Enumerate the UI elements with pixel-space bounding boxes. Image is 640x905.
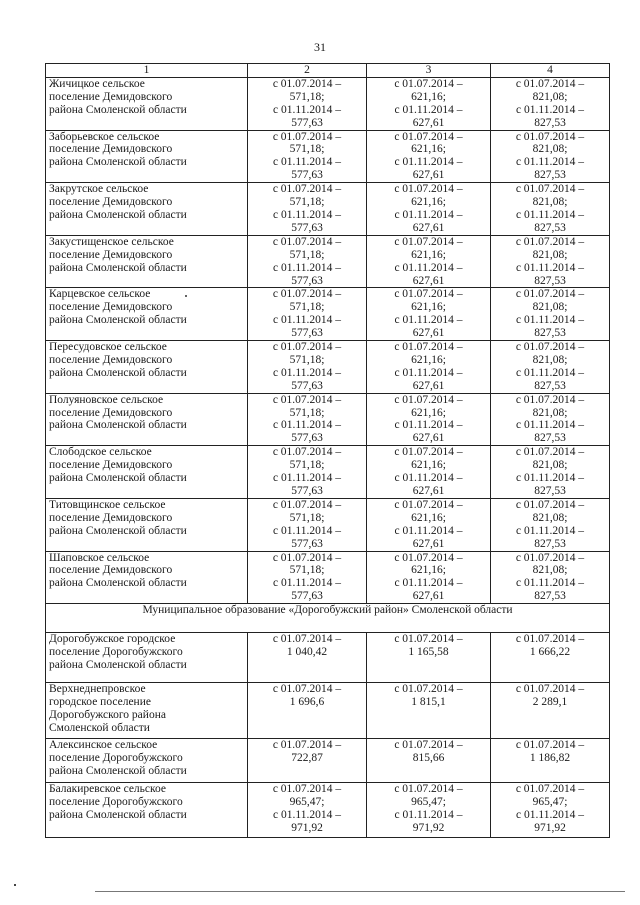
municipality-name-cell: Дорогобужское городское поселение Дорогобужского района Смоленской области xyxy=(46,633,248,683)
tariff-col2-cell: с 01.07.2014 – 571,18; с 01.11.2014 – 577,63 xyxy=(248,498,367,551)
tariff-col2-cell: с 01.07.2014 – 571,18; с 01.11.2014 – 577,63 xyxy=(248,341,367,394)
section-row xyxy=(46,604,610,633)
table-row xyxy=(46,77,610,130)
tariff-col3-cell: с 01.07.2014 – 1 165,58 xyxy=(367,633,491,683)
tariff-col3-cell: с 01.07.2014 – 621,16; с 01.11.2014 – 627,61 xyxy=(367,393,491,446)
table-row xyxy=(46,288,610,341)
municipality-name-cell: Слободское сельское поселение Демидовского района Смоленской области xyxy=(46,446,248,499)
tariff-col4-cell: с 01.07.2014 – 1 186,82 xyxy=(491,739,610,783)
tariff-col3-cell: с 01.07.2014 – 621,16; с 01.11.2014 – 627,61 xyxy=(367,183,491,236)
table-row xyxy=(46,183,610,236)
table-row xyxy=(46,683,610,739)
tariff-col4-cell: с 01.07.2014 – 1 666,22 xyxy=(491,633,610,683)
table-row xyxy=(46,341,610,394)
column-header-2: 2 xyxy=(248,64,367,78)
municipality-name-cell: Карцевское сельское поселение Демидовского района Смоленской области xyxy=(46,288,248,341)
tariff-col2-cell: с 01.07.2014 – 1 696,6 xyxy=(248,683,367,739)
municipality-name-cell: Полуяновское сельское поселение Демидовского района Смоленской области xyxy=(46,393,248,446)
tariff-col4-cell: с 01.07.2014 – 821,08; с 01.11.2014 – 827,53 xyxy=(491,130,610,183)
tariff-col2-cell: с 01.07.2014 – 571,18; с 01.11.2014 – 577,63 xyxy=(248,235,367,288)
table-row xyxy=(46,783,610,838)
column-header-1: 1 xyxy=(46,64,248,78)
tariff-col3-cell: с 01.07.2014 – 621,16; с 01.11.2014 – 627,61 xyxy=(367,288,491,341)
table-row xyxy=(46,393,610,446)
page-number: 31 xyxy=(314,40,326,54)
tariff-col2-cell: с 01.07.2014 – 571,18; с 01.11.2014 – 577,63 xyxy=(248,288,367,341)
tariff-col4-cell: с 01.07.2014 – 821,08; с 01.11.2014 – 827,53 xyxy=(491,498,610,551)
municipality-name-cell: Титовщинское сельское поселение Демидовского района Смоленской области xyxy=(46,498,248,551)
tariff-col3-cell: с 01.07.2014 – 621,16; с 01.11.2014 – 627,61 xyxy=(367,341,491,394)
tariff-col3-cell: с 01.07.2014 – 621,16; с 01.11.2014 – 627,61 xyxy=(367,130,491,183)
tariff-col3-cell: с 01.07.2014 – 1 815,1 xyxy=(367,683,491,739)
tariff-col2-cell: с 01.07.2014 – 571,18; с 01.11.2014 – 577,63 xyxy=(248,393,367,446)
tariff-col3-cell: с 01.07.2014 – 621,16; с 01.11.2014 – 627,61 xyxy=(367,77,491,130)
tariff-col4-cell: с 01.07.2014 – 2 289,1 xyxy=(491,683,610,739)
bottom-rule xyxy=(95,891,625,892)
table-row xyxy=(46,498,610,551)
tariff-table xyxy=(45,63,610,838)
municipality-name-cell: Верхнеднепровское городское поселение Дорогобужского района Смоленской области xyxy=(46,683,248,739)
tariff-col3-cell: с 01.07.2014 – 815,66 xyxy=(367,739,491,783)
tariff-col4-cell: с 01.07.2014 – 821,08; с 01.11.2014 – 827,53 xyxy=(491,393,610,446)
tariff-col3-cell: с 01.07.2014 – 965,47; с 01.11.2014 – 971,92 xyxy=(367,783,491,838)
tariff-col3-cell: с 01.07.2014 – 621,16; с 01.11.2014 – 627,61 xyxy=(367,551,491,604)
column-header-4: 4 xyxy=(491,64,610,78)
tariff-col4-cell: с 01.07.2014 – 965,47; с 01.11.2014 – 971,92 xyxy=(491,783,610,838)
municipality-name-cell: Пересудовское сельское поселение Демидовского района Смоленской области xyxy=(46,341,248,394)
scan-mark xyxy=(14,884,16,886)
tariff-col3-cell: с 01.07.2014 – 621,16; с 01.11.2014 – 627,61 xyxy=(367,446,491,499)
table-row xyxy=(46,446,610,499)
tariff-col2-cell: с 01.07.2014 – 571,18; с 01.11.2014 – 577,63 xyxy=(248,183,367,236)
tariff-col4-cell: с 01.07.2014 – 821,08; с 01.11.2014 – 827,53 xyxy=(491,288,610,341)
tariff-col2-cell: с 01.07.2014 – 571,18; с 01.11.2014 – 577,63 xyxy=(248,446,367,499)
table-row xyxy=(46,739,610,783)
tariff-col4-cell: с 01.07.2014 – 821,08; с 01.11.2014 – 827,53 xyxy=(491,551,610,604)
scan-speck xyxy=(185,295,187,297)
tariff-col3-cell: с 01.07.2014 – 621,16; с 01.11.2014 – 627,61 xyxy=(367,498,491,551)
table-row xyxy=(46,551,610,604)
municipality-name-cell: Закрутское сельское поселение Демидовского района Смоленской области xyxy=(46,183,248,236)
tariff-col2-cell: с 01.07.2014 – 571,18; с 01.11.2014 – 577,63 xyxy=(248,77,367,130)
municipality-name-cell: Закустищенское сельское поселение Демидовского района Смоленской области xyxy=(46,235,248,288)
municipality-name-cell: Жичицкое сельское поселение Демидовского района Смоленской области xyxy=(46,77,248,130)
tariff-col4-cell: с 01.07.2014 – 821,08; с 01.11.2014 – 827,53 xyxy=(491,235,610,288)
tariff-col2-cell: с 01.07.2014 – 722,87 xyxy=(248,739,367,783)
column-header-3: 3 xyxy=(367,64,491,78)
table-row xyxy=(46,633,610,683)
tariff-col2-cell: с 01.07.2014 – 965,47; с 01.11.2014 – 971,92 xyxy=(248,783,367,838)
tariff-col2-cell: с 01.07.2014 – 571,18; с 01.11.2014 – 577,63 xyxy=(248,130,367,183)
tariff-col2-cell: с 01.07.2014 – 1 040,42 xyxy=(248,633,367,683)
municipality-name-cell: Заборьевское сельское поселение Демидовского района Смоленской области xyxy=(46,130,248,183)
header-row xyxy=(46,64,610,78)
tariff-col3-cell: с 01.07.2014 – 621,16; с 01.11.2014 – 627,61 xyxy=(367,235,491,288)
tariff-col4-cell: с 01.07.2014 – 821,08; с 01.11.2014 – 827,53 xyxy=(491,446,610,499)
tariff-col4-cell: с 01.07.2014 – 821,08; с 01.11.2014 – 827,53 xyxy=(491,77,610,130)
tariff-col4-cell: с 01.07.2014 – 821,08; с 01.11.2014 – 827,53 xyxy=(491,341,610,394)
section-title: Муниципальное образование «Дорогобужский район» Смоленской области xyxy=(46,604,610,633)
municipality-name-cell: Шаповское сельское поселение Демидовского района Смоленской области xyxy=(46,551,248,604)
tariff-col2-cell: с 01.07.2014 – 571,18; с 01.11.2014 – 577,63 xyxy=(248,551,367,604)
municipality-name-cell: Алексинское сельское поселение Дорогобужского района Смоленской области xyxy=(46,739,248,783)
municipality-name-cell: Балакиревское сельское поселение Дорогобужского района Смоленской области xyxy=(46,783,248,838)
table-row xyxy=(46,130,610,183)
table-row xyxy=(46,235,610,288)
tariff-col4-cell: с 01.07.2014 – 821,08; с 01.11.2014 – 827,53 xyxy=(491,183,610,236)
